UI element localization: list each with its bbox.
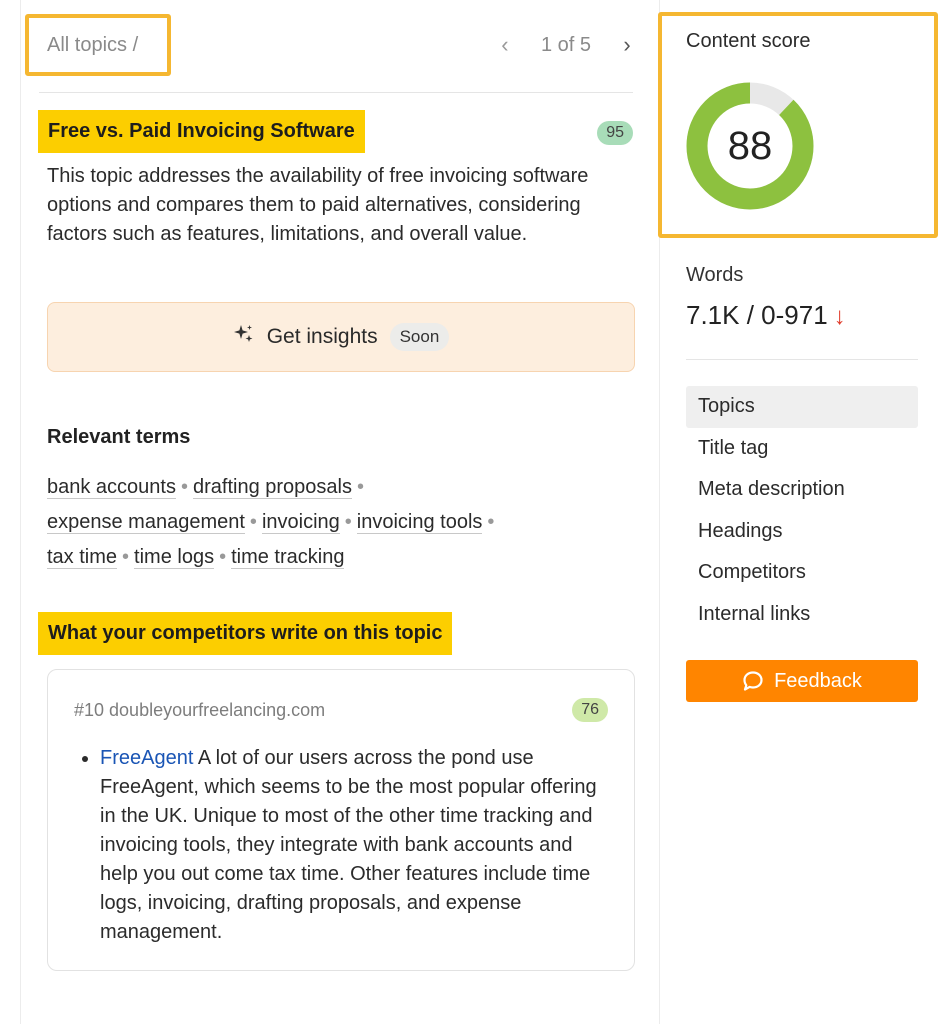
competitor-source: #10 doubleyourfreelancing.com	[74, 700, 326, 720]
term-link[interactable]: bank accounts	[47, 476, 176, 498]
competitor-excerpt-list	[100, 744, 600, 947]
divider	[39, 92, 633, 93]
nav-item-competitors[interactable]: Competitors	[698, 561, 806, 583]
topic-title: Free vs. Paid Invoicing Software	[38, 110, 365, 153]
get-insights-button[interactable]	[47, 302, 635, 372]
term-link[interactable]: tax time	[47, 546, 118, 568]
term-separator: •	[122, 546, 130, 568]
term-separator: •	[487, 511, 495, 533]
content-score-card	[658, 12, 938, 238]
chat-bubble-icon	[742, 670, 764, 692]
term-separator: •	[356, 476, 364, 498]
soon-badge: Soon	[390, 323, 450, 351]
divider	[686, 359, 918, 360]
term-link[interactable]: expense management	[47, 511, 245, 533]
chevron-right-icon[interactable]: ›	[623, 32, 631, 57]
pager	[495, 30, 637, 60]
nav-item-topics[interactable]: Topics	[686, 386, 918, 428]
term-separator: •	[249, 511, 257, 533]
sidebar	[660, 0, 944, 1024]
breadcrumb[interactable]	[25, 14, 171, 76]
freeagent-link[interactable]: FreeAgent	[100, 747, 194, 769]
feedback-button[interactable]	[686, 660, 918, 702]
term-link[interactable]: time tracking	[231, 546, 345, 568]
words-value	[686, 300, 846, 331]
term-separator: •	[219, 546, 227, 568]
term-link[interactable]: drafting proposals	[193, 476, 352, 498]
arrow-down-icon: ↓	[833, 303, 846, 330]
nav-item-headings[interactable]: Headings	[698, 519, 783, 542]
term-link[interactable]: time logs	[134, 546, 215, 568]
relevant-terms-heading: Relevant terms	[47, 426, 191, 448]
words-label: Words	[686, 264, 744, 286]
term-link[interactable]: invoicing	[261, 511, 340, 533]
topic-description: This topic addresses the availability of free invoicing software options and compares them to paid alternatives, considering factors such as features, limitations, and overall value.	[47, 165, 589, 245]
feedback-label: Feedback	[774, 669, 862, 692]
nav-item-internal-links[interactable]: Internal links	[698, 602, 811, 625]
competitor-score-badge: 76	[572, 698, 608, 722]
content-score-value: 88	[727, 123, 773, 168]
competitor-card	[47, 669, 635, 971]
content-score-title: Content score	[686, 30, 811, 52]
topic-panel	[20, 0, 660, 1024]
page-indicator: 1 of 5	[540, 33, 591, 56]
competitor-excerpt	[100, 744, 600, 947]
chevron-left-icon[interactable]: ‹	[501, 32, 509, 57]
topic-score-badge: 95	[597, 121, 633, 145]
get-insights-label: Get insights	[266, 325, 378, 348]
term-separator: •	[180, 476, 188, 498]
term-separator: •	[344, 511, 352, 533]
words-count: 7.1K / 0-971	[686, 300, 828, 330]
term-link[interactable]: invoicing tools	[356, 511, 483, 533]
relevant-terms-list	[47, 470, 647, 575]
sidebar-nav	[686, 386, 918, 635]
competitors-heading: What your competitors write on this topic	[38, 612, 452, 655]
excerpt-text: A lot of our users across the pond use FreeAgent, which seems to be the most popular offering in the UK. Unique to most of the other time tracking and invoicing tools, they integrate with bank accounts and help you out come tax time. Other features include time logs, invoicing, drafting proposals, and expense management.	[100, 747, 597, 943]
nav-item-title-tag[interactable]: Title tag	[698, 436, 769, 459]
sparkle-icon	[233, 323, 255, 351]
nav-item-meta-description[interactable]: Meta description	[698, 478, 845, 500]
breadcrumb-text[interactable]: All topics /	[47, 33, 139, 56]
